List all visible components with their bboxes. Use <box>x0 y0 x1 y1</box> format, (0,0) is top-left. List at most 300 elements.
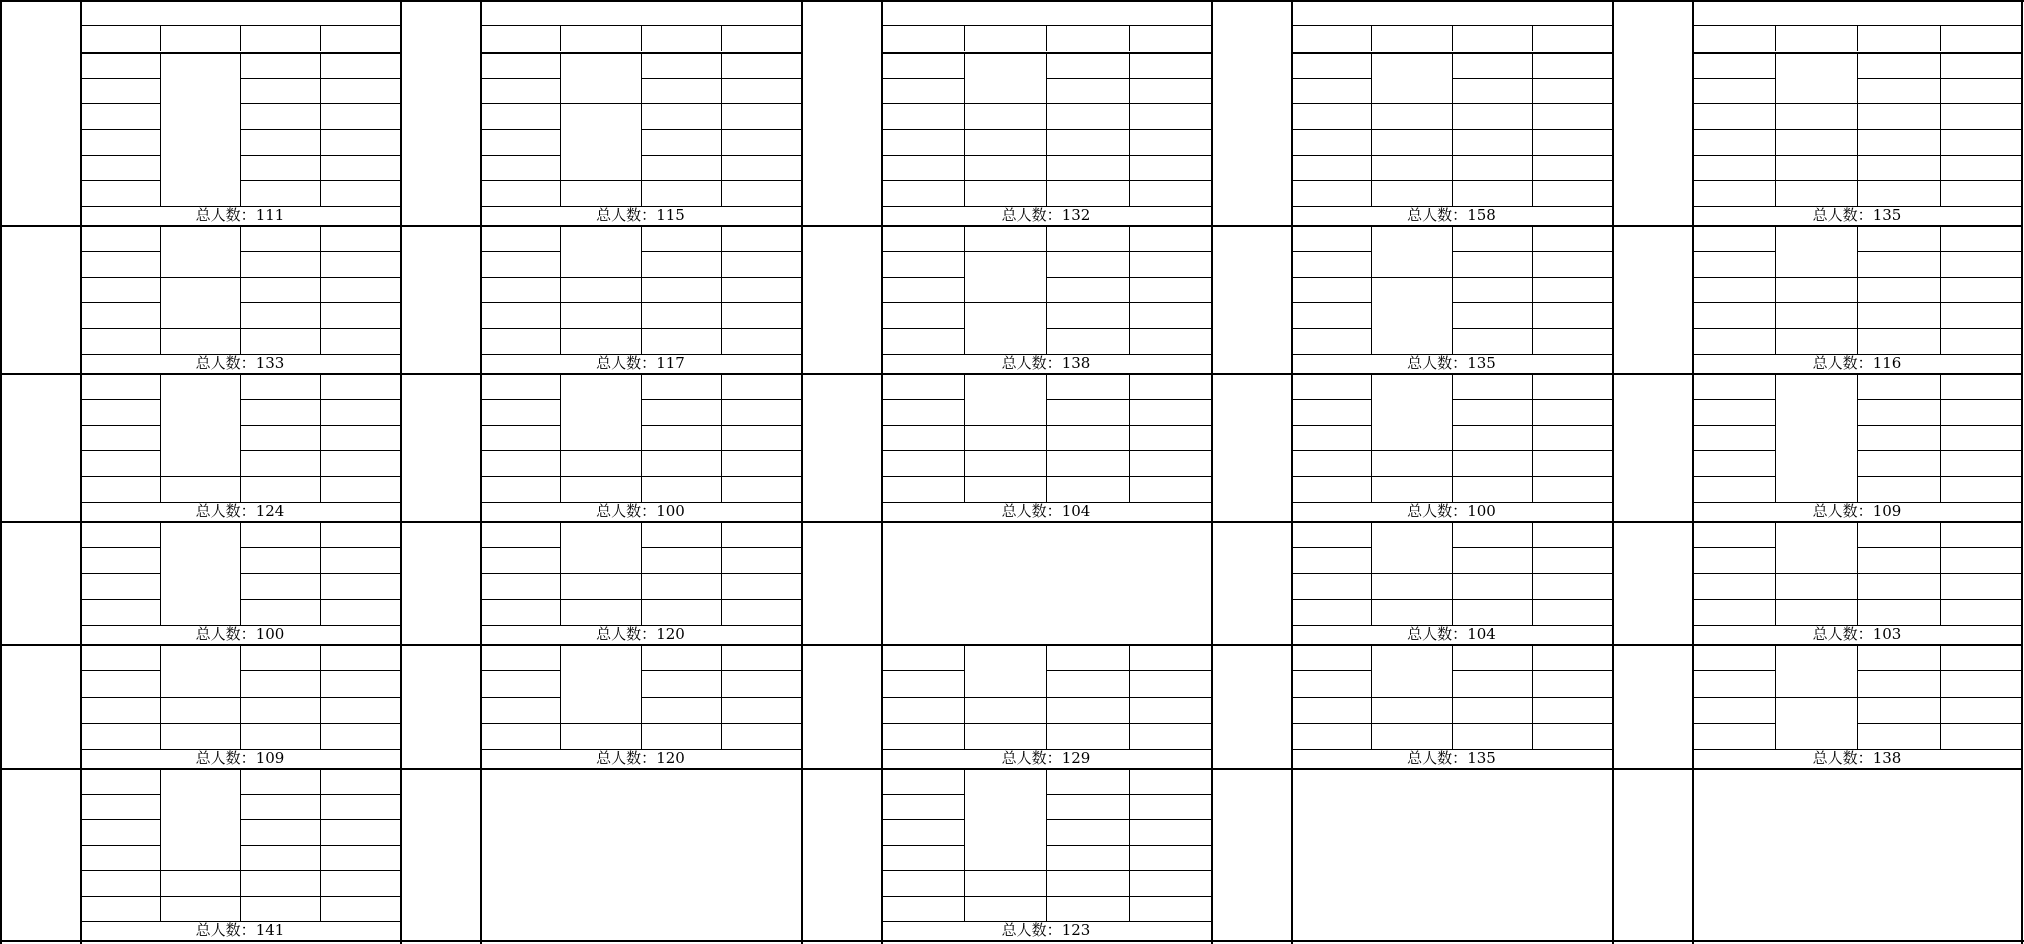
grade-cell <box>240 399 320 425</box>
total-label: 总人数： <box>195 921 256 939</box>
total-value: 124 <box>255 502 285 520</box>
count-cell <box>1940 225 2023 251</box>
college-cell <box>964 425 1047 451</box>
grade-cell <box>1452 251 1532 277</box>
total-count <box>1291 354 1612 373</box>
count-cell <box>721 450 801 476</box>
time-cell <box>1692 129 1775 155</box>
total-count <box>881 749 1211 768</box>
time-cell <box>1692 373 1775 399</box>
total-value: 100 <box>1467 502 1496 520</box>
time-cell <box>1692 52 1775 78</box>
count-cell <box>1940 103 2023 129</box>
grade-cell <box>1046 302 1129 328</box>
college-cell <box>1371 644 1451 697</box>
total-value: 141 <box>255 921 285 939</box>
grade-cell <box>1452 302 1532 328</box>
total-count <box>881 354 1211 373</box>
time-cell <box>1291 425 1371 451</box>
time-cell <box>80 103 160 129</box>
grid-line <box>964 129 1047 130</box>
count-cell <box>1940 573 2023 599</box>
time-cell <box>80 670 160 696</box>
session-label <box>1612 644 1692 768</box>
time-cell <box>1692 521 1775 547</box>
grid-line <box>1612 940 1692 942</box>
time-cell <box>881 670 964 696</box>
count-cell <box>1940 599 2023 625</box>
grade-cell <box>1046 870 1129 896</box>
session-label <box>801 521 881 644</box>
day-header <box>881 2 1211 25</box>
count-cell <box>1129 670 1212 696</box>
total-count <box>881 921 1211 940</box>
total-label: 总人数： <box>1812 206 1873 224</box>
total-label: 总人数： <box>195 625 256 643</box>
count-cell <box>1532 155 1612 181</box>
time-cell <box>80 870 160 896</box>
count-cell <box>320 599 400 625</box>
grade-cell <box>1046 896 1129 922</box>
total-count <box>480 354 801 373</box>
count-cell <box>1129 78 1212 104</box>
time-cell <box>1692 103 1775 129</box>
time-cell <box>1692 78 1775 104</box>
time-cell <box>881 251 964 277</box>
count-cell <box>1129 425 1212 451</box>
total-count <box>1692 206 2022 225</box>
grade-cell <box>641 450 721 476</box>
grade-cell <box>1857 251 1940 277</box>
count-cell <box>1940 697 2023 723</box>
count-cell <box>320 52 400 78</box>
grade-cell <box>240 697 320 723</box>
total-value: 120 <box>656 749 685 767</box>
grade-cell <box>1857 547 1940 573</box>
college-cell <box>1775 697 1858 750</box>
grade-cell <box>1452 52 1532 78</box>
time-cell <box>80 794 160 820</box>
day-header <box>1291 2 1612 25</box>
count-cell <box>320 328 400 354</box>
college-cell <box>560 225 640 277</box>
total-label: 总人数： <box>1001 749 1062 767</box>
grid-line <box>1775 328 1858 329</box>
grade-cell <box>240 599 320 625</box>
count-cell <box>1129 870 1212 896</box>
session-label <box>0 768 80 940</box>
day-header <box>80 2 400 25</box>
count-cell <box>320 373 400 399</box>
count-cell <box>1532 277 1612 303</box>
grade-cell <box>1857 450 1940 476</box>
college-cell <box>964 697 1047 723</box>
session-label <box>400 373 480 521</box>
grade-cell <box>641 425 721 451</box>
total-label: 总人数： <box>1001 502 1062 520</box>
time-cell <box>480 328 560 354</box>
college-cell <box>964 52 1047 103</box>
time-cell <box>881 155 964 181</box>
column-header <box>560 27 640 50</box>
grade-cell <box>1046 768 1129 794</box>
total-label: 总人数： <box>1001 921 1062 939</box>
grade-cell <box>1452 697 1532 723</box>
time-cell <box>80 476 160 502</box>
total-label: 总人数： <box>195 502 256 520</box>
grade-cell <box>1452 644 1532 670</box>
count-cell <box>1532 599 1612 625</box>
grid-line <box>560 26 561 51</box>
time-cell <box>480 599 560 625</box>
total-value: 117 <box>656 354 685 372</box>
count-cell <box>320 819 400 845</box>
column-header <box>1046 27 1129 50</box>
total-count <box>1692 749 2022 768</box>
column-header <box>1452 27 1532 50</box>
total-label: 总人数： <box>1407 206 1468 224</box>
count-cell <box>721 52 801 78</box>
grade-cell <box>1452 225 1532 251</box>
total-label: 总人数： <box>596 749 657 767</box>
time-cell <box>1291 251 1371 277</box>
time-cell <box>80 302 160 328</box>
time-cell <box>480 450 560 476</box>
time-cell <box>80 425 160 451</box>
college-cell <box>560 52 640 103</box>
count-cell <box>721 129 801 155</box>
grade-cell <box>240 52 320 78</box>
count-cell <box>1129 819 1212 845</box>
total-count <box>1291 206 1612 225</box>
column-header <box>1940 27 2023 50</box>
count-cell <box>1532 697 1612 723</box>
grade-cell <box>240 794 320 820</box>
day-header <box>480 2 801 25</box>
count-cell <box>1532 52 1612 78</box>
time-cell <box>80 723 160 749</box>
time-cell <box>80 896 160 922</box>
grade-cell <box>1046 277 1129 303</box>
grade-cell <box>240 845 320 871</box>
count-cell <box>1129 723 1212 749</box>
total-value: 104 <box>1467 625 1496 643</box>
time-cell <box>480 573 560 599</box>
count-cell <box>721 547 801 573</box>
session-label <box>1612 52 1692 225</box>
grid-line <box>1775 26 1776 51</box>
grid-line <box>1940 26 1941 51</box>
grade-cell <box>240 328 320 354</box>
time-cell <box>1291 547 1371 573</box>
session-label <box>1211 768 1291 940</box>
grade-cell <box>641 644 721 670</box>
time-cell <box>1692 180 1775 206</box>
grid-line <box>0 940 80 942</box>
unavailable-label <box>480 768 801 940</box>
count-cell <box>1129 155 1212 181</box>
time-cell <box>480 78 560 104</box>
time-cell <box>1692 723 1775 749</box>
grid-line <box>320 26 321 51</box>
time-cell <box>1692 697 1775 723</box>
grade-cell <box>641 52 721 78</box>
grade-cell <box>1452 399 1532 425</box>
college-cell <box>1775 52 1858 103</box>
college-cell <box>560 103 640 180</box>
count-cell <box>1129 845 1212 871</box>
college-cell <box>964 644 1047 697</box>
grade-cell <box>641 476 721 502</box>
total-label: 总人数： <box>596 625 657 643</box>
session-label <box>801 52 881 225</box>
grade-cell <box>1452 180 1532 206</box>
time-cell <box>80 251 160 277</box>
grade-cell <box>240 521 320 547</box>
grade-cell <box>1857 52 1940 78</box>
time-cell <box>1692 302 1775 328</box>
count-cell <box>1940 723 2023 749</box>
count-cell <box>721 521 801 547</box>
grid-line <box>1371 599 1451 600</box>
time-cell <box>480 225 560 251</box>
grade-cell <box>641 129 721 155</box>
count-cell <box>1532 78 1612 104</box>
column-header <box>641 27 721 50</box>
count-cell <box>1129 52 1212 78</box>
count-cell <box>721 155 801 181</box>
count-cell <box>320 521 400 547</box>
time-cell <box>1291 277 1371 303</box>
count-cell <box>1532 328 1612 354</box>
time-cell <box>80 399 160 425</box>
session-label <box>0 644 80 768</box>
time-cell <box>1291 103 1371 129</box>
count-cell <box>1940 78 2023 104</box>
session-label <box>0 52 80 225</box>
total-count <box>80 354 400 373</box>
count-cell <box>721 644 801 670</box>
count-cell <box>1532 180 1612 206</box>
grade-cell <box>240 78 320 104</box>
grid-line <box>964 26 965 51</box>
time-cell <box>80 52 160 78</box>
session-label <box>1211 225 1291 373</box>
time-cell <box>881 225 964 251</box>
college-cell <box>160 644 240 697</box>
grade-cell <box>1857 225 1940 251</box>
time-cell <box>1692 225 1775 251</box>
time-cell <box>1291 450 1371 476</box>
grade-cell <box>240 251 320 277</box>
count-cell <box>320 573 400 599</box>
count-cell <box>1940 450 2023 476</box>
grid-line <box>160 26 161 51</box>
college-cell <box>1775 521 1858 573</box>
session-label <box>801 768 881 940</box>
grid-line <box>480 940 801 942</box>
college-cell <box>160 521 240 625</box>
grade-cell <box>1857 670 1940 696</box>
grid-line <box>1291 940 1612 942</box>
grid-line <box>560 723 640 724</box>
time-cell <box>1692 399 1775 425</box>
total-value: 100 <box>255 625 285 643</box>
count-cell <box>320 399 400 425</box>
grade-cell <box>1857 399 1940 425</box>
count-cell <box>721 225 801 251</box>
total-label: 总人数： <box>195 354 256 372</box>
grid-line <box>1371 723 1451 724</box>
time-cell <box>480 373 560 399</box>
time-cell <box>480 129 560 155</box>
college-cell <box>160 52 240 206</box>
session-label <box>0 373 80 521</box>
session-label <box>1612 768 1692 940</box>
count-cell <box>721 425 801 451</box>
grade-cell <box>1857 328 1940 354</box>
time-cell <box>881 768 964 794</box>
grade-cell <box>1452 129 1532 155</box>
grade-cell <box>1452 547 1532 573</box>
time-cell <box>1291 573 1371 599</box>
count-cell <box>1532 547 1612 573</box>
total-value: 116 <box>1872 354 1902 372</box>
time-cell <box>881 328 964 354</box>
grid-line <box>400 940 480 942</box>
count-cell <box>320 225 400 251</box>
count-cell <box>320 425 400 451</box>
grade-cell <box>641 697 721 723</box>
count-cell <box>1940 328 2023 354</box>
time-cell <box>1291 697 1371 723</box>
grade-cell <box>240 573 320 599</box>
college-cell <box>560 521 640 573</box>
college-cell <box>560 573 640 599</box>
grid-line <box>1775 599 1858 600</box>
grade-cell <box>240 723 320 749</box>
grade-cell <box>1452 78 1532 104</box>
time-cell <box>1291 399 1371 425</box>
count-cell <box>1940 547 2023 573</box>
time-cell <box>480 425 560 451</box>
total-value: 111 <box>255 206 285 224</box>
time-cell <box>1692 425 1775 451</box>
day-header <box>1692 2 2022 25</box>
college-cell <box>1775 225 1858 277</box>
college-cell <box>1775 103 1858 129</box>
grid-line <box>721 26 722 51</box>
grade-cell <box>641 302 721 328</box>
time-cell <box>480 302 560 328</box>
count-cell <box>1532 450 1612 476</box>
grade-cell <box>1046 180 1129 206</box>
time-cell <box>480 251 560 277</box>
time-cell <box>480 180 560 206</box>
time-cell <box>480 670 560 696</box>
grade-cell <box>1452 373 1532 399</box>
grade-cell <box>240 103 320 129</box>
count-cell <box>320 896 400 922</box>
grade-cell <box>1857 425 1940 451</box>
grade-cell <box>240 302 320 328</box>
total-count <box>480 625 801 644</box>
grade-cell <box>1046 251 1129 277</box>
count-cell <box>1129 373 1212 399</box>
time-cell <box>80 573 160 599</box>
time-cell <box>881 399 964 425</box>
grade-cell <box>1857 180 1940 206</box>
time-cell <box>881 723 964 749</box>
count-cell <box>1532 103 1612 129</box>
college-cell <box>964 768 1047 870</box>
count-cell <box>721 670 801 696</box>
total-label: 总人数： <box>1001 354 1062 372</box>
count-cell <box>1940 373 2023 399</box>
grade-cell <box>641 521 721 547</box>
grade-cell <box>1857 129 1940 155</box>
column-header <box>80 27 160 50</box>
grade-cell <box>1452 599 1532 625</box>
count-cell <box>320 78 400 104</box>
grade-cell <box>1046 697 1129 723</box>
grade-cell <box>1452 103 1532 129</box>
count-cell <box>1129 476 1212 502</box>
grade-cell <box>1452 155 1532 181</box>
time-cell <box>1291 78 1371 104</box>
time-cell <box>1692 251 1775 277</box>
time-cell <box>881 450 964 476</box>
count-cell <box>721 277 801 303</box>
count-cell <box>320 302 400 328</box>
time-cell <box>881 129 964 155</box>
column-header <box>1692 27 1775 50</box>
grade-cell <box>1046 225 1129 251</box>
session-label <box>1612 373 1692 521</box>
time-cell <box>80 180 160 206</box>
grade-cell <box>240 373 320 399</box>
time-cell <box>480 155 560 181</box>
college-cell <box>160 277 240 329</box>
grade-cell <box>240 129 320 155</box>
grade-cell <box>641 547 721 573</box>
total-value: 104 <box>1061 502 1091 520</box>
grade-cell <box>641 723 721 749</box>
time-cell <box>881 644 964 670</box>
session-label <box>801 373 881 521</box>
count-cell <box>1129 225 1212 251</box>
grid-line <box>1371 155 1451 156</box>
grid-line <box>1371 573 1451 574</box>
grade-cell <box>641 225 721 251</box>
count-cell <box>1532 129 1612 155</box>
total-count <box>881 206 1211 225</box>
college-cell <box>1371 373 1451 450</box>
time-cell <box>480 547 560 573</box>
total-label: 总人数： <box>596 206 657 224</box>
grid-line <box>1371 450 1451 451</box>
grade-cell <box>1452 328 1532 354</box>
count-cell <box>1532 225 1612 251</box>
column-header <box>480 27 560 50</box>
time-cell <box>881 697 964 723</box>
time-cell <box>80 328 160 354</box>
session-label <box>1211 644 1291 768</box>
total-value: 100 <box>656 502 685 520</box>
count-cell <box>1940 302 2023 328</box>
time-cell <box>80 599 160 625</box>
college-cell <box>160 768 240 870</box>
